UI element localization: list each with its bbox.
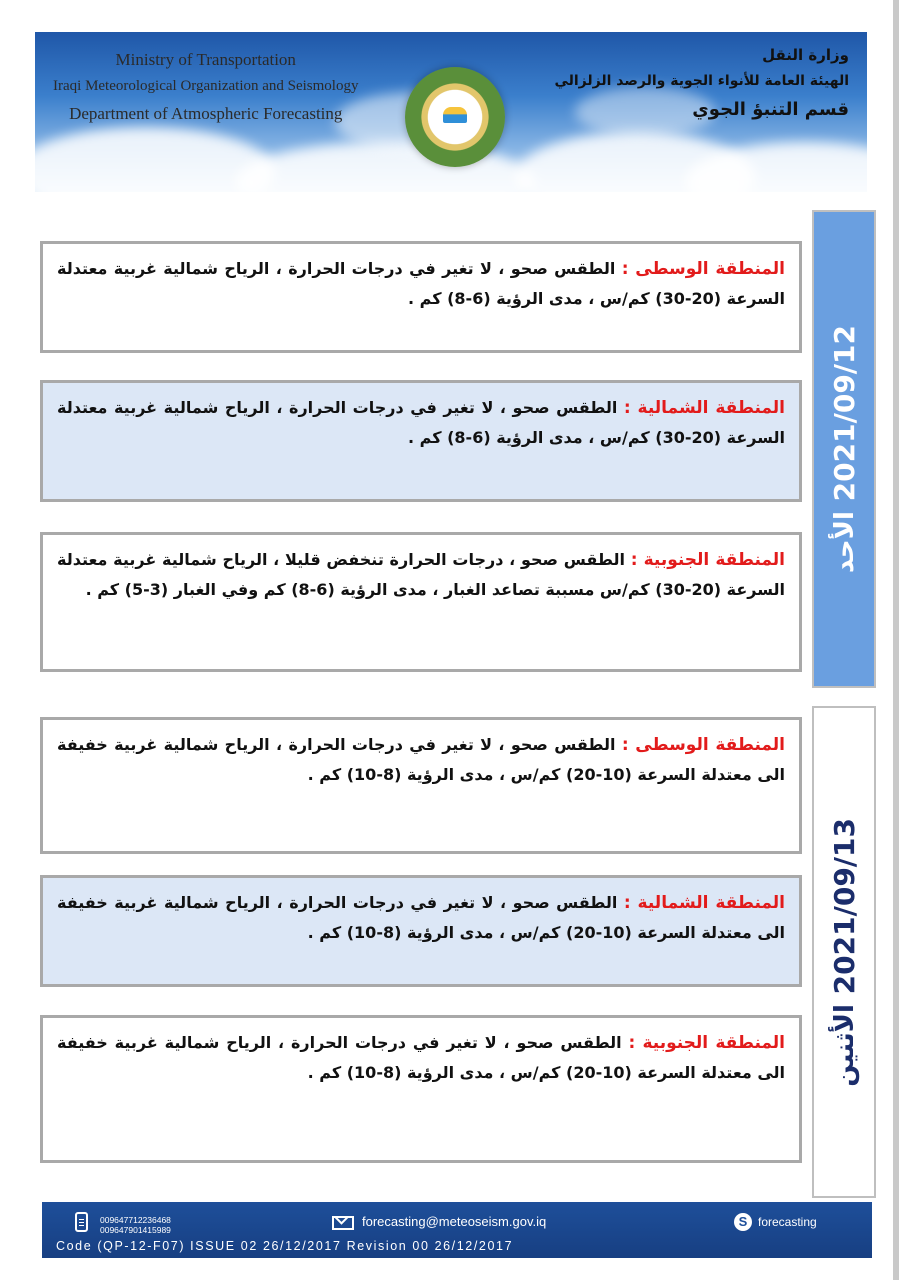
forecast-text: الطقس صحو ، لا تغير في درجات الحرارة ، الرياح شمالية غربية معتدلة السرعة (20-30) كم/س ، مدى الرؤية (6-8) كم . [57, 398, 785, 447]
organization-name-ar: الهيئة العامة للأنواء الجوية والرصد الزلزالي [554, 73, 849, 89]
ministry-name-en: Ministry of Transportation [115, 50, 296, 69]
document-code-line: Code (QP-12-F07) ISSUE 02 26/12/2017 Revision 00 26/12/2017 [56, 1239, 514, 1253]
forecast-text: الطقس صحو ، لا تغير في درجات الحرارة ، الرياح شمالية غربية خفيفة الى معتدلة السرعة (10-20) كم/س ، مدى الرؤية (8-10) كم . [57, 893, 785, 942]
day2-day-name: الأثنين [829, 1003, 860, 1087]
region-label: المنطقة الوسطى : [621, 735, 785, 755]
organization-name-en: Iraqi Meteorological Organization and Seismology [53, 78, 359, 94]
department-name-ar: قسم التنبؤ الجوي [692, 99, 849, 120]
day2-forecast-south [40, 1015, 802, 1163]
day2-forecast-north [40, 875, 802, 987]
day1-date: 2021/09/12 [827, 324, 861, 502]
day1-forecast-south [40, 532, 802, 672]
day2-date-label [828, 818, 861, 1087]
region-label: المنطقة الجنوبية : [630, 550, 785, 570]
forecast-text: الطقس صحو ، لا تغير في درجات الحرارة ، الرياح شمالية غربية معتدلة السرعة (20-30) كم/س ، مدى الرؤية (6-8) كم . [57, 259, 785, 308]
ministry-name-ar: وزارة النقل [762, 46, 849, 64]
day1-forecast-north [40, 380, 802, 502]
organization-seal-icon [405, 67, 505, 167]
sun-cloud-icon [443, 107, 467, 123]
day1-date-bar [812, 210, 876, 688]
day2-date: 2021/09/13 [827, 817, 861, 994]
department-name-en: Department of Atmospheric Forecasting [69, 104, 343, 123]
day1-day-name: الأحد [829, 511, 860, 574]
header-english-block [53, 46, 358, 127]
region-label: المنطقة الشمالية : [623, 893, 785, 913]
phone-number-2: 009647901415989 [100, 1225, 171, 1235]
skype-handle: forecasting [758, 1215, 817, 1229]
forecast-text: الطقس صحو ، لا تغير في درجات الحرارة ، الرياح شمالية غربية خفيفة الى معتدلة السرعة (10-20) كم/س ، مدى الرؤية (8-10) كم . [57, 1033, 785, 1082]
header-banner [35, 32, 867, 192]
day1-forecast-central [40, 241, 802, 353]
phone-numbers [100, 1215, 171, 1235]
day2-date-bar [812, 706, 876, 1198]
email-address[interactable]: forecasting@meteoseism.gov.iq [362, 1214, 547, 1229]
email-icon [332, 1216, 354, 1230]
forecast-text: الطقس صحو ، درجات الحرارة تنخفض قليلا ، الرياح شمالية غربية معتدلة السرعة (20-30) كم/س مسببة تصاعد الغبار ، مدى الرؤية (6-8) كم وفي الغبار (3-5) كم . [57, 550, 785, 599]
region-label: المنطقة الوسطى : [621, 259, 785, 279]
phone-icon [75, 1212, 88, 1232]
day2-forecast-central [40, 717, 802, 854]
forecast-text: الطقس صحو ، لا تغير في درجات الحرارة ، الرياح شمالية غربية خفيفة الى معتدلة السرعة (10-20) كم/س ، مدى الرؤية (8-10) كم . [57, 735, 785, 784]
skype-icon: S [734, 1213, 752, 1231]
region-label: المنطقة الجنوبية : [628, 1033, 785, 1053]
footer-bar [42, 1202, 872, 1258]
header-arabic-block [554, 42, 849, 126]
region-label: المنطقة الشمالية : [623, 398, 785, 418]
phone-number-1: 009647712236468 [100, 1215, 171, 1225]
day1-date-label [828, 325, 861, 573]
